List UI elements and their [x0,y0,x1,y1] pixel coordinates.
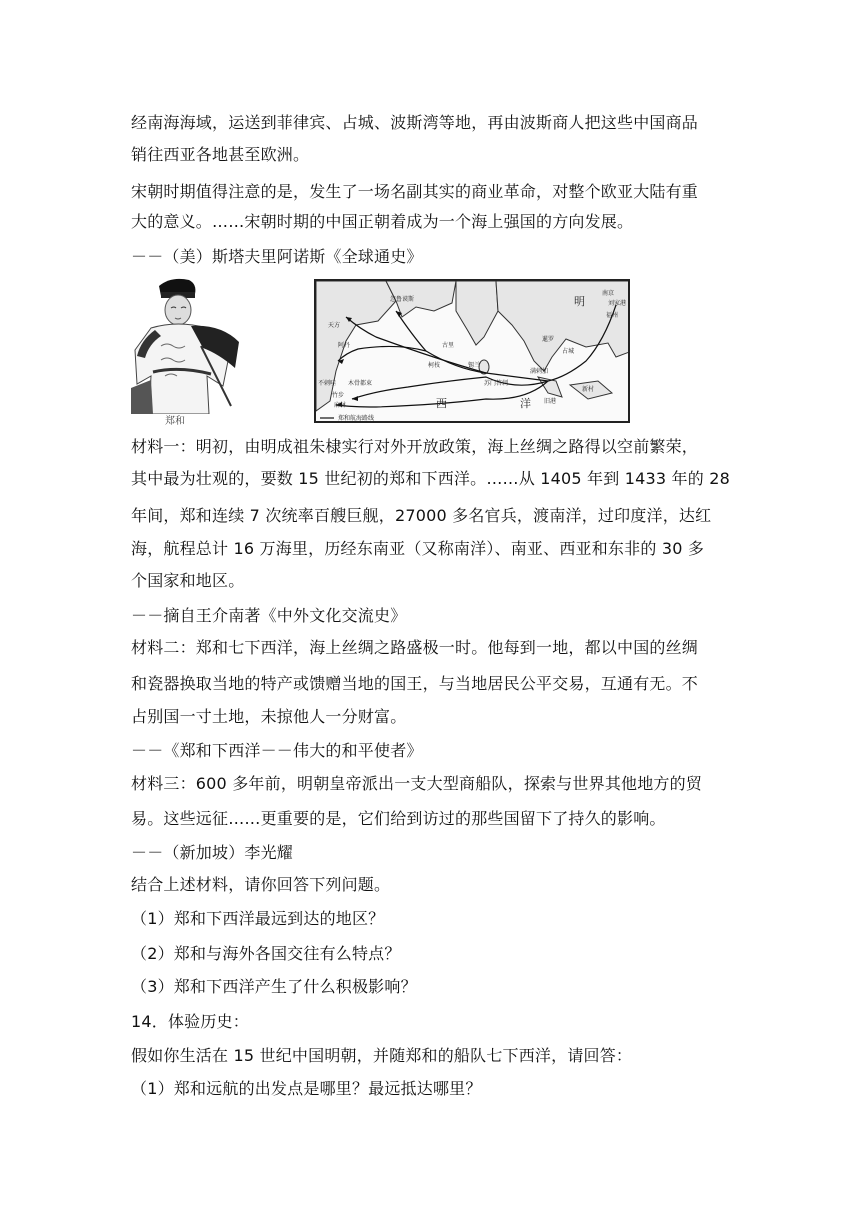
map-label: 暹罗 [542,336,555,343]
map-label: 刘家港 [608,300,627,307]
map-label: 新村 [582,386,595,393]
source-citation: －－摘自王介南著《中外文化交流史》 [131,606,407,625]
source-citation: －－（美）斯塔夫里阿诺斯《全球通史》 [131,247,423,266]
portrait-caption: 郑和 [165,416,185,427]
text-line: 易。这些远征……更重要的是，它们给到访过的那些国留下了持久的影响。 [131,809,666,828]
voyage-map [314,279,630,423]
map-legend: 郑和航海路线 [338,415,375,422]
question-prompt: 结合上述材料，请你回答下列问题。 [131,875,391,894]
map-label: 阿丹 [338,342,351,349]
map-label: 忽鲁谟斯 [390,296,415,303]
question-item: （1）郑和远航的出发点是哪里？最远抵达哪里？ [131,1079,482,1098]
map-label: 不刺哇 [318,380,337,387]
map-label: 南京 [602,290,615,297]
map-label: 满剌加 [530,368,549,375]
text-line: 经南海海域，运送到菲律宾、占城、波斯湾等地，再由波斯商人把这些中国商品 [131,113,699,132]
text-line: 销往西亚各地甚至欧洲。 [131,145,310,164]
map-label: 古里 [442,342,455,349]
text-line: 年间，郑和连续 7 次统率百艘巨舰，27000 多名官兵，渡南洋，过印度洋，达红 [131,506,712,525]
text-line: 占别国一寸土地，未掠他人一分财富。 [131,707,407,726]
source-citation: －－（新加坡）李光耀 [131,843,294,862]
map-label: 木骨都束 [348,380,373,387]
question-item: （1）郑和下西洋最远到达的地区？ [131,909,385,928]
map-label: 福州 [606,312,619,319]
text-line: 材料一：明初，由明成祖朱棣实行对外开放政策，海上丝绸之路得以空前繁荣， [131,437,699,456]
map-label: 麻林 [334,402,347,409]
text-line: 假如你生活在 15 世纪中国明朝，并随郑和的船队七下西洋，请回答： [131,1046,633,1065]
map-label: 西 [436,397,447,410]
map-label: 天方 [328,322,341,329]
map-label: 旧港 [544,398,557,405]
map-label: 苏门答剌 [484,380,509,387]
question-item: （2）郑和与海外各国交往有么特点？ [131,944,401,963]
zheng-he-portrait [131,276,241,414]
figure-row [131,276,631,426]
text-line: 大的意义。……宋朝时期的中国正朝着成为一个海上强国的方向发展。 [131,212,634,231]
text-line: 其中最为壮观的，要数 15 世纪初的郑和下西洋。……从 1405 年到 1433 年的 28 [131,469,730,488]
question-item: （3）郑和下西洋产生了什么积极影响？ [131,977,417,996]
text-line: 材料二：郑和七下西洋，海上丝绸之路盛极一时。他每到一地，都以中国的丝绸 [131,638,699,657]
map-label: 洋 [520,397,531,410]
map-label: 锡兰 [468,362,481,369]
text-line: 材料三：600 多年前，明朝皇帝派出一支大型商船队，探索与世界其他地方的贸 [131,774,703,793]
text-line: 海，航程总计 16 万海里，历经东南亚（又称南洋）、南亚、西亚和东非的 30 多 [131,539,705,558]
source-citation: －－《郑和下西洋－－伟大的和平使者》 [131,741,423,760]
map-label: 明 [574,295,585,308]
map-label: 占城 [562,348,575,355]
text-line: 宋朝时期值得注意的是，发生了一场名副其实的商业革命，对整个欧亚大陆有重 [131,182,699,201]
question-heading: 14．体验历史： [131,1012,249,1031]
map-label: 柯枝 [428,362,441,369]
text-line: 和瓷器换取当地的特产或馈赠当地的国王，与当地居民公平交易，互通有无。不 [131,674,699,693]
text-line: 个国家和地区。 [131,571,245,590]
map-label: 竹步 [332,392,345,399]
